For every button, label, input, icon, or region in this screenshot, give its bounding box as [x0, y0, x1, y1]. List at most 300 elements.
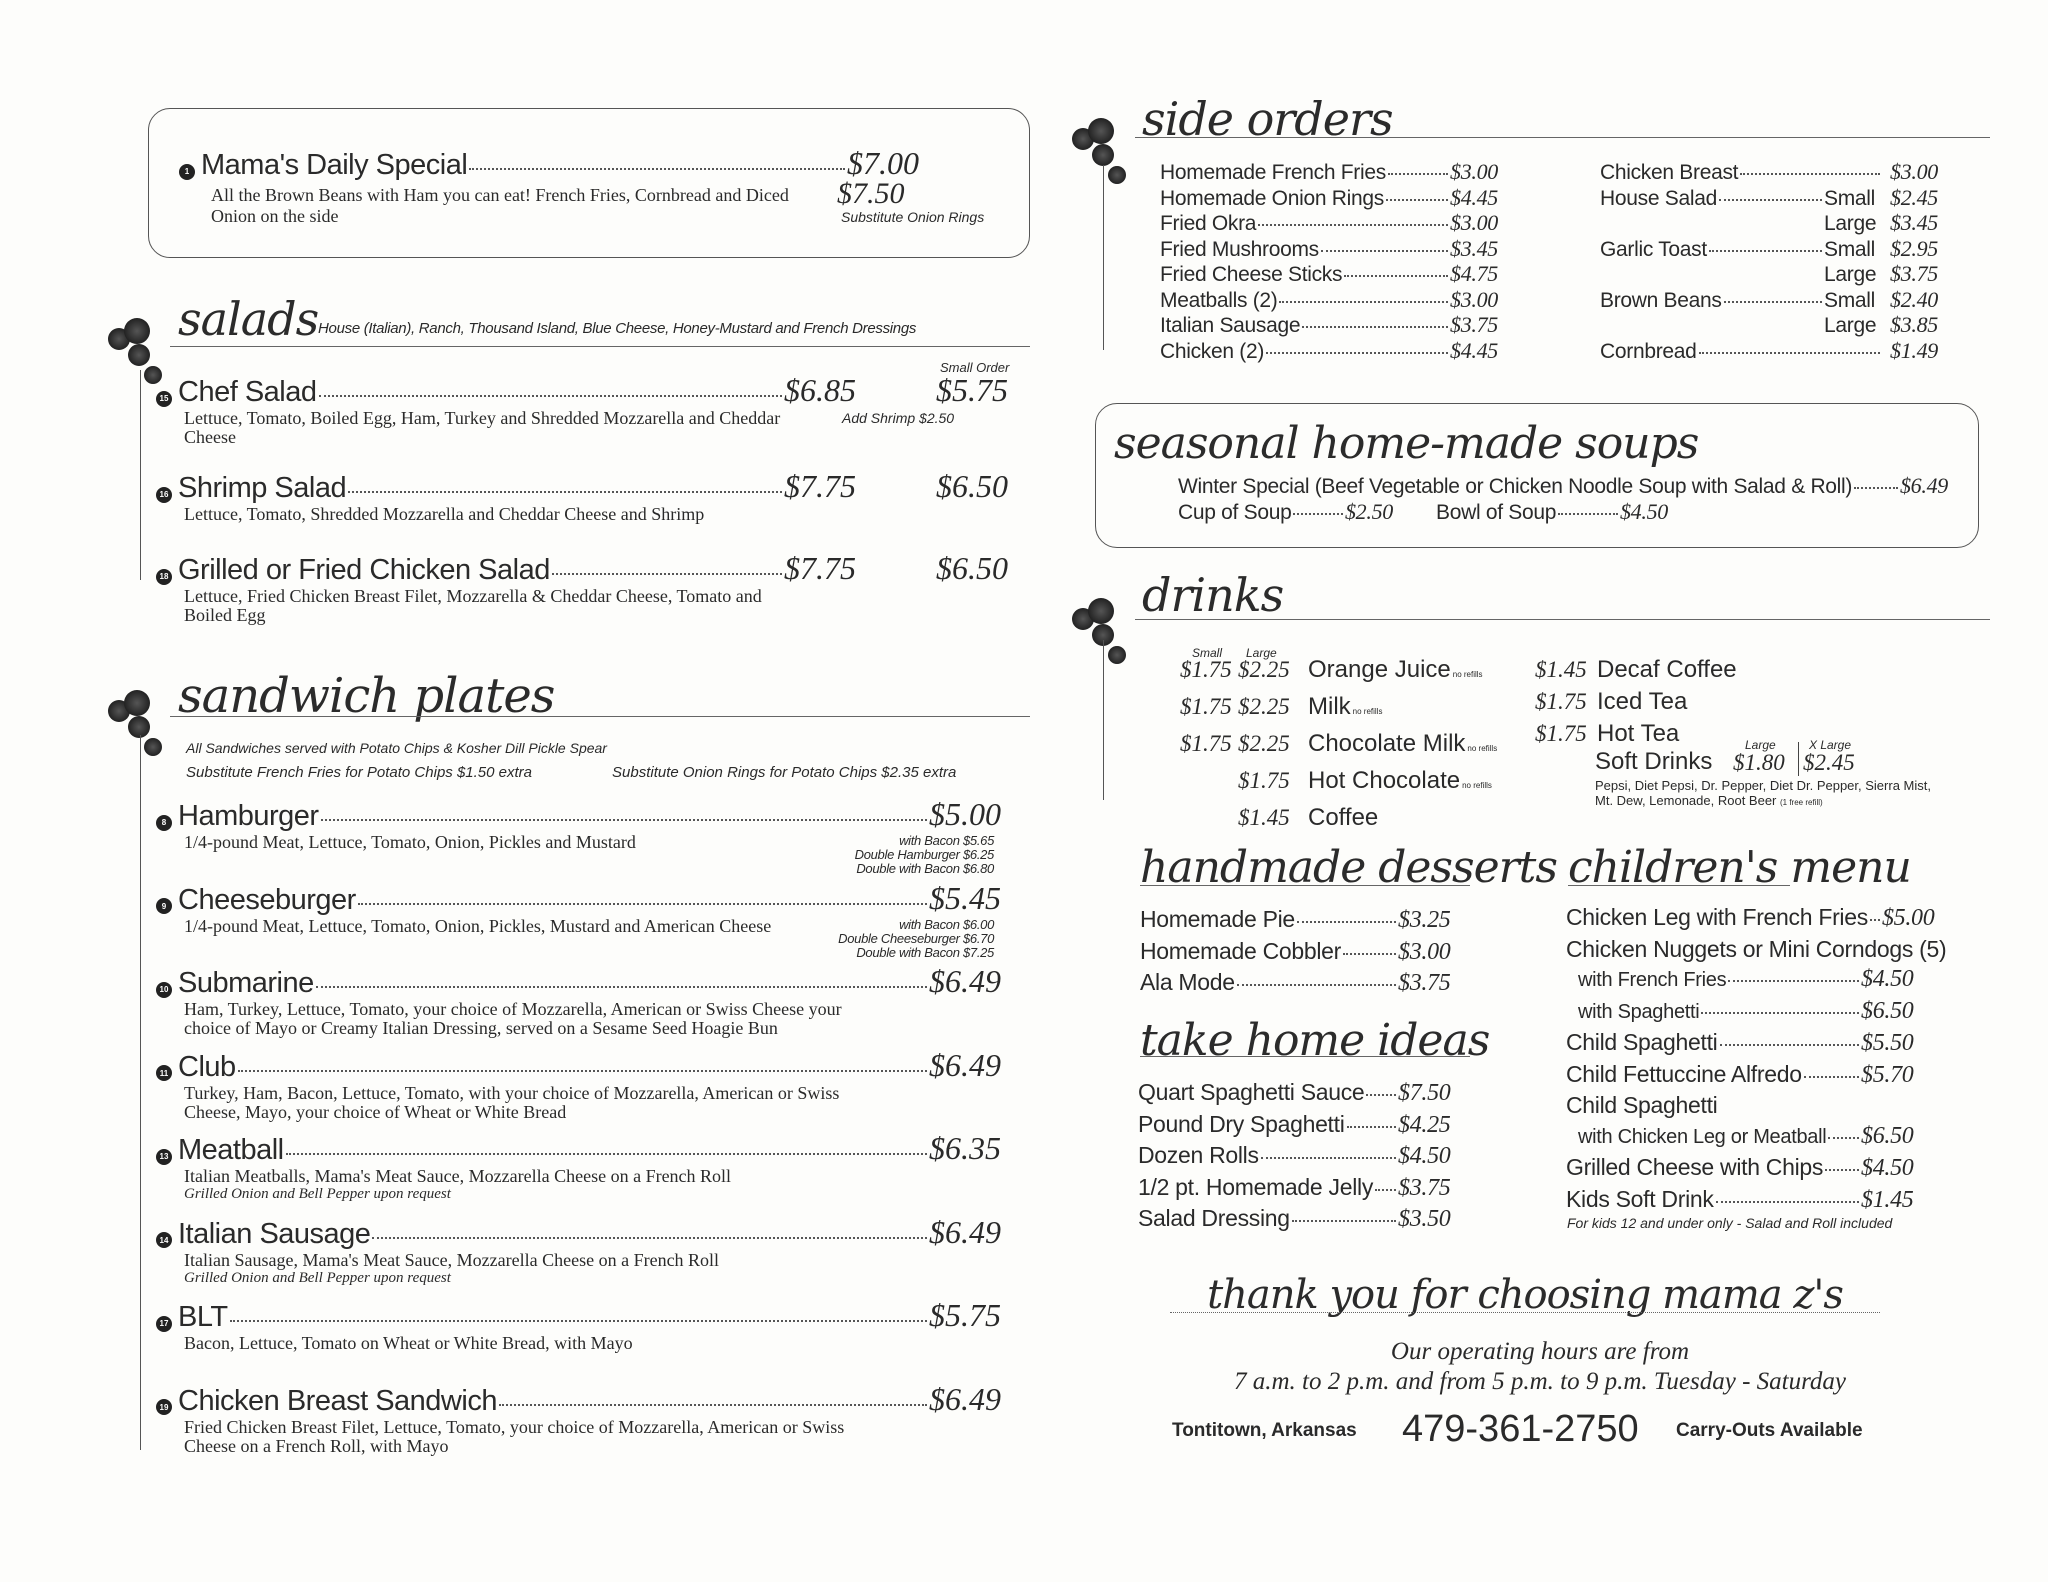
item-row: [156, 1297, 1001, 1334]
item-description: Lettuce, Tomato, Shredded Mozzarella and Cheddar Cheese and Shrimp: [184, 504, 705, 524]
item-row: [156, 1047, 1001, 1084]
small-order-price: $6.50: [936, 550, 1008, 586]
take-home-item: [1138, 1203, 1470, 1235]
dot-leader: [1237, 984, 1396, 986]
dot-leader: [1719, 199, 1822, 201]
divider: [1568, 885, 1790, 886]
small-price: $1.75: [1180, 657, 1232, 682]
item-row: [156, 963, 1001, 1000]
item-row: [156, 880, 1001, 917]
dot-leader: [1804, 1076, 1859, 1078]
item-name: Meatballs (2): [1160, 288, 1278, 312]
sandwich-item: [156, 796, 1006, 876]
dot-leader: [1854, 487, 1898, 489]
item-name: Club: [178, 1050, 236, 1083]
dot-leader: [1347, 1126, 1396, 1128]
item-name: Fried Mushrooms: [1160, 237, 1319, 261]
dot-leader: [372, 1237, 927, 1239]
grape-leaf-icon: [1072, 118, 1132, 188]
dot-leader: [238, 1070, 927, 1072]
item-price: $4.50: [1861, 966, 1914, 992]
large-price: $2.25: [1238, 657, 1290, 682]
divider: [1103, 165, 1104, 350]
side-orders-heading: side orders: [1142, 92, 1393, 146]
item-name: 1/2 pt. Homemade Jelly: [1138, 1173, 1374, 1200]
side-item: [1160, 288, 1520, 314]
item-price: $5.45: [929, 879, 1001, 916]
side-item: [1600, 313, 1960, 339]
dot-leader: [1266, 352, 1448, 354]
item-price: $4.45: [1450, 337, 1499, 363]
sides-right-list: [1600, 160, 1960, 364]
item-price: $2.95: [1890, 235, 1939, 261]
item-price: $5.50: [1861, 1030, 1914, 1056]
onion-rings-note: Substitute Onion Rings: [841, 209, 985, 225]
childrens-menu-heading: children's menu: [1568, 842, 1911, 893]
item-name: Ala Mode: [1140, 969, 1235, 995]
dot-leader: [1297, 921, 1396, 923]
childrens-menu-item: [1566, 1059, 1941, 1091]
childrens-menu-item: [1566, 1152, 1941, 1184]
item-name: Cornbread: [1600, 339, 1697, 363]
item-price: $7.00: [847, 145, 919, 181]
item-number: 1: [179, 164, 195, 180]
soups-heading: seasonal home-made soups: [1114, 418, 1699, 469]
hours-line-1: Our operating hours are from: [1390, 1338, 1690, 1365]
large-price: $1.75: [1238, 768, 1290, 793]
price-option: with Bacon $5.65: [899, 833, 994, 848]
drink-name: Coffee: [1308, 804, 1379, 831]
item-price: $3.00: [1450, 159, 1499, 184]
item-name: Brown Beans: [1600, 288, 1722, 312]
side-item: [1600, 186, 1960, 212]
item-description: Ham, Turkey, Lettuce, Tomato, your choice of Mozzarella, American or Swiss Cheese your choice of Mayo or Creamy Italian Dressing, served on a Sesame Seed Hoagie Bun: [184, 999, 842, 1038]
item-name: BLT: [178, 1301, 228, 1333]
item-name: Grilled or Fried Chicken Salad: [178, 554, 550, 586]
drinks-heading: drinks: [1142, 568, 1284, 622]
dot-leader: [1558, 513, 1618, 515]
side-item: [1160, 211, 1520, 237]
large-price: $1.45: [1238, 805, 1290, 830]
item-name: Cheeseburger: [178, 883, 356, 916]
item-price: $3.00: [1890, 159, 1939, 184]
item-name: Homemade French Fries: [1160, 161, 1386, 184]
sandwich-item: [156, 1047, 1006, 1122]
desserts-list: [1140, 904, 1470, 999]
item-number: 10: [156, 982, 172, 998]
dot-leader: [1720, 1044, 1860, 1046]
drink-item: [1180, 802, 1540, 834]
item-price: $2.45: [1890, 184, 1939, 210]
drink-name: Hot Chocolate: [1308, 767, 1461, 794]
item-description: All the Brown Beans with Ham you can eat! French Fries, Cornbread and Diced Onion on the side: [211, 185, 789, 226]
bowl-of-soup-name: Bowl of Soup: [1436, 501, 1557, 524]
item-note: Grilled Onion and Bell Pepper upon request: [184, 1186, 451, 1202]
desserts-heading: handmade desserts: [1140, 842, 1557, 893]
dessert-item: [1140, 904, 1470, 936]
item-name: Submarine: [178, 967, 314, 999]
item-note: Add Shrimp $2.50: [842, 410, 955, 426]
soft-xlarge-label: X Large: [1809, 738, 1852, 752]
winter-special-name: Winter Special (Beef Vegetable or Chicken Noodle Soup with Salad & Roll): [1178, 475, 1853, 498]
item-name: Child Spaghetti: [1566, 1092, 1718, 1118]
take-home-heading: take home ideas: [1140, 1015, 1490, 1066]
sandwich-plates-heading: sandwich plates: [178, 668, 555, 724]
item-name: Dozen Rolls: [1138, 1142, 1259, 1168]
drinks-left-list: [1180, 654, 1540, 834]
drink-item: [1180, 691, 1540, 728]
daily-special-box: [148, 108, 1030, 258]
item-price: $3.50: [1398, 1206, 1451, 1232]
item-number: 15: [156, 391, 172, 407]
small-order-label: Small Order: [940, 360, 1010, 375]
drink-name: Orange Juice: [1308, 656, 1451, 683]
dot-leader: [1740, 173, 1880, 175]
item-price: $3.85: [1890, 312, 1939, 337]
price-options: [838, 918, 994, 960]
take-home-item: [1138, 1077, 1470, 1109]
dot-leader: [1388, 173, 1448, 175]
sandwich-item: [156, 1381, 1006, 1456]
item-size: Small: [1824, 186, 1876, 210]
side-item: [1160, 160, 1520, 186]
item-price: $5.00: [929, 796, 1001, 832]
refill-note: no refills: [1467, 744, 1498, 753]
item-size: Small: [1824, 237, 1876, 261]
salad-item: [156, 468, 1036, 524]
divider: [140, 735, 141, 1450]
item-price: $5.00: [1881, 905, 1935, 931]
childrens-menu-item: [1566, 1090, 1941, 1121]
item-price: $6.49: [929, 1046, 1001, 1083]
dot-leader: [1258, 224, 1448, 226]
item-number: 14: [156, 1232, 172, 1248]
dot-leader: [1724, 301, 1822, 303]
grape-leaf-icon: [1072, 598, 1132, 668]
dot-leader: [1699, 352, 1880, 354]
item-price: $3.75: [1398, 1174, 1451, 1201]
side-item: [1600, 160, 1960, 186]
cup-of-soup-price: $2.50: [1344, 499, 1393, 524]
item-name: Hamburger: [178, 800, 319, 832]
divider: [1140, 1056, 1470, 1057]
item-name: Chicken Leg with French Fries: [1566, 904, 1868, 930]
dressings-note: House (Italian), Ranch, Thousand Island, Blue Cheese, Honey-Mustard and French Dressings: [318, 320, 917, 337]
divider: [1135, 619, 1990, 620]
salad-item: [156, 372, 1036, 447]
phone-number[interactable]: 479-361-2750: [1402, 1408, 1639, 1450]
large-label: Large: [1246, 646, 1277, 660]
dot-leader: [1701, 1012, 1859, 1014]
item-size: Small: [1824, 288, 1876, 312]
dot-leader: [1375, 1189, 1396, 1191]
item-number: 16: [156, 487, 172, 503]
item-name: Homemade Pie: [1140, 906, 1295, 932]
large-price: $2.25: [1238, 731, 1290, 756]
take-home-item: [1138, 1109, 1470, 1141]
side-item: [1600, 262, 1960, 288]
dot-leader: [316, 986, 927, 988]
sandwich-item: [156, 963, 1006, 1038]
item-row: [156, 468, 856, 505]
item-price: $6.50: [1861, 1122, 1914, 1149]
onion-rings-substitute-note: Substitute Onion Rings for Potato Chips $2.35 extra: [612, 764, 957, 781]
sandwich-note: All Sandwiches served with Potato Chips & Kosher Dill Pickle Spear: [186, 740, 607, 756]
item-note: Grilled Onion and Bell Pepper upon request: [184, 1269, 451, 1286]
divider: [1135, 137, 1990, 138]
item-price: $1.45: [1861, 1186, 1914, 1213]
item-price: $3.45: [1450, 235, 1499, 261]
soups-box: [1095, 403, 1979, 548]
drink-item: [1180, 654, 1540, 691]
item-description: Lettuce, Fried Chicken Breast Filet, Mozzarella & Cheddar Cheese, Tomato and Boiled Egg: [184, 586, 762, 625]
item-name: Shrimp Salad: [178, 472, 347, 504]
dot-leader: [1709, 250, 1822, 252]
item-price: $6.85: [784, 372, 856, 408]
childrens-menu-item: [1566, 1027, 1941, 1059]
item-size: Large: [1824, 314, 1877, 337]
refill-note: (1 free refill): [1780, 798, 1823, 807]
french-fries-substitute-note: Substitute French Fries for Potato Chips $1.50 extra: [186, 764, 533, 781]
dot-leader: [1293, 513, 1343, 515]
item-size: Large: [1824, 263, 1877, 286]
dot-leader: [469, 168, 845, 170]
item-number: 13: [156, 1149, 172, 1165]
dot-leader: [319, 395, 783, 397]
dot-leader: [1292, 1220, 1396, 1222]
divider: [1170, 1312, 1880, 1313]
dot-leader: [348, 491, 782, 493]
item-name: Chicken Breast: [1600, 161, 1739, 184]
small-label: Small: [1192, 646, 1223, 660]
item-row: [156, 796, 1001, 833]
item-price: $6.50: [1861, 997, 1914, 1024]
dot-leader: [499, 1404, 927, 1406]
item-description: Fried Chicken Breast Filet, Lettuce, Tomato, your choice of Mozzarella, American or Swiss Cheese on a French Roll, with Mayo: [184, 1416, 845, 1456]
small-order-price: $5.75: [936, 372, 1008, 408]
drink-item: [1180, 728, 1540, 765]
side-item: [1600, 288, 1960, 314]
item-row: [156, 550, 856, 587]
dot-leader: [1321, 250, 1448, 252]
dot-leader: [1716, 1201, 1859, 1203]
soft-drink-brands: Mt. Dew, Lemonade, Root Beer: [1595, 793, 1777, 808]
item-number: 8: [156, 815, 172, 831]
drink-item: [1535, 686, 1835, 718]
location: Tontitown, Arkansas: [1172, 1420, 1357, 1441]
dot-leader: [1828, 1137, 1859, 1139]
dot-leader: [230, 1320, 927, 1322]
side-item: [1160, 237, 1520, 263]
item-price: $3.00: [1450, 210, 1499, 235]
drink-name: Hot Tea: [1597, 720, 1680, 747]
side-item: [1160, 313, 1520, 339]
bowl-of-soup-price: $4.50: [1619, 499, 1668, 524]
refill-note: no refills: [1352, 707, 1383, 716]
dot-leader: [1728, 980, 1859, 982]
item-name: Meatball: [178, 1134, 284, 1166]
sandwich-item: [156, 879, 1006, 960]
childrens-menu-item: [1566, 902, 1941, 934]
item-name: with French Fries: [1578, 969, 1727, 991]
price-option: Double Cheeseburger $6.70: [838, 930, 994, 946]
item-name: Fried Okra: [1160, 212, 1257, 235]
grape-leaf-icon: [108, 690, 168, 760]
onion-rings-price: $7.50: [837, 177, 905, 210]
dot-leader: [1343, 953, 1396, 955]
item-name: Mama's Daily Special: [201, 149, 468, 181]
cup-of-soup-name: Cup of Soup: [1178, 501, 1292, 524]
item-price: $2.40: [1890, 286, 1939, 312]
item-name: Italian Sausage: [178, 1217, 371, 1250]
item-name: Chicken Breast Sandwich: [178, 1384, 497, 1417]
soft-large-price: $1.80: [1733, 750, 1785, 775]
soft-large-label: Large: [1745, 738, 1776, 752]
item-name: Grilled Cheese with Chips: [1566, 1154, 1824, 1180]
item-price: $5.70: [1861, 1061, 1914, 1088]
item-row: [156, 1214, 1001, 1251]
item-price: $7.50: [1398, 1080, 1451, 1106]
item-price: $3.25: [1398, 907, 1451, 933]
soft-xlarge-price: $2.45: [1803, 750, 1855, 775]
childrens-menu-list: [1566, 902, 1947, 1215]
drink-price: $1.45: [1535, 657, 1587, 682]
sandwich-item: [156, 1297, 1006, 1353]
price-option: with Bacon $6.00: [899, 916, 994, 932]
item-name: Pound Dry Spaghetti: [1138, 1110, 1345, 1137]
item-name: with Chicken Leg or Meatball: [1578, 1125, 1827, 1148]
drink-name: Chocolate Milk: [1308, 730, 1466, 757]
large-price: $2.25: [1238, 694, 1290, 719]
dot-leader: [321, 819, 927, 821]
take-home-item: [1138, 1172, 1470, 1204]
dot-leader: [1261, 1157, 1396, 1159]
dot-leader: [1279, 301, 1448, 303]
winter-special-price: $6.49: [1899, 473, 1948, 498]
price-option: Double with Bacon $7.25: [856, 944, 994, 960]
divider: [1798, 742, 1799, 776]
drinks-right-list: [1535, 654, 1835, 750]
item-name: Chicken (2): [1160, 339, 1265, 363]
drink-price: $1.75: [1535, 689, 1587, 714]
drink-name: Decaf Coffee: [1597, 656, 1737, 683]
item-price: $3.45: [1890, 210, 1939, 235]
childrens-menu-item: [1566, 1184, 1941, 1216]
item-price: $7.75: [784, 468, 856, 504]
carry-out-note: Carry-Outs Available: [1676, 1420, 1863, 1441]
divider: [170, 346, 1030, 347]
dessert-item: [1140, 936, 1470, 968]
divider: [170, 716, 1030, 717]
item-price: $4.50: [1398, 1143, 1451, 1169]
sandwich-item: [156, 1214, 1006, 1287]
drink-item: [1180, 765, 1540, 802]
side-item: [1600, 237, 1960, 263]
item-price: $1.49: [1890, 337, 1939, 363]
item-name: Chef Salad: [178, 376, 317, 408]
soft-drinks-name: Soft Drinks: [1595, 748, 1713, 775]
item-size: Large: [1824, 212, 1877, 235]
item-description: Bacon, Lettuce, Tomato on Wheat or White Bread, with Mayo: [184, 1333, 633, 1353]
salad-item: [156, 550, 1036, 625]
small-order-price: $6.50: [936, 468, 1008, 504]
childrens-menu-item: [1566, 964, 1941, 996]
childrens-note: For kids 12 and under only - Salad and Roll included: [1567, 1215, 1893, 1231]
childrens-menu-item: [1566, 1121, 1941, 1153]
dot-leader: [358, 903, 927, 905]
soft-drink-brands: Pepsi, Diet Pepsi, Dr. Pepper, Diet Dr. Pepper, Sierra Mist,: [1595, 778, 1931, 793]
item-description: Lettuce, Tomato, Boiled Egg, Ham, Turkey and Shredded Mozzarella and Cheddar Cheese: [184, 408, 781, 447]
item-price: $4.75: [1450, 261, 1499, 286]
item-price: $4.50: [1861, 1155, 1914, 1181]
take-home-list: [1138, 1077, 1470, 1235]
side-item: [1600, 211, 1960, 237]
item-price: $4.45: [1450, 184, 1499, 210]
salads-heading: salads: [178, 292, 319, 346]
item-price: $6.49: [929, 1380, 1001, 1417]
drink-price: $1.75: [1535, 721, 1587, 746]
divider: [1140, 885, 1470, 886]
item-price: $3.75: [1398, 970, 1451, 996]
item-price: $3.75: [1890, 261, 1939, 286]
dot-leader: [1302, 326, 1448, 328]
item-number: 11: [156, 1065, 172, 1081]
side-item: [1600, 339, 1960, 365]
item-name: Garlic Toast: [1600, 237, 1707, 261]
item-number: 19: [156, 1399, 172, 1415]
item-row: [156, 1381, 1001, 1418]
price-option: Double with Bacon $6.80: [856, 861, 994, 876]
item-name: Italian Sausage: [1160, 314, 1301, 337]
thank-you-message: thank you for choosing mama z's: [1207, 1272, 1843, 1318]
item-description: Italian Meatballs, Mama's Meat Sauce, Mozzarella Cheese on a French Roll: [184, 1166, 732, 1186]
item-price: $7.75: [784, 550, 856, 586]
item-name: Salad Dressing: [1138, 1205, 1290, 1231]
hours-line-2: 7 a.m. to 2 p.m. and from 5 p.m. to 9 p.m. Tuesday - Saturday: [1233, 1368, 1847, 1395]
side-item: [1160, 186, 1520, 212]
side-item: [1160, 339, 1520, 365]
dot-leader: [1386, 199, 1448, 201]
dot-leader: [552, 573, 782, 575]
divider: [1103, 640, 1104, 800]
refill-note: no refills: [1462, 781, 1492, 790]
small-price: $1.75: [1180, 694, 1232, 719]
sandwich-item: [156, 1130, 1006, 1203]
item-name: Quart Spaghetti Sauce: [1138, 1079, 1365, 1105]
item-name: Homemade Onion Rings: [1160, 186, 1384, 210]
sides-left-list: [1160, 160, 1520, 364]
drink-item: [1535, 654, 1835, 686]
item-number: 18: [156, 569, 172, 585]
item-row: [156, 372, 856, 409]
dessert-item: [1140, 967, 1470, 999]
item-description: 1/4-pound Meat, Lettuce, Tomato, Onion, Pickles and Mustard: [184, 832, 636, 852]
item-name: Fried Cheese Sticks: [1160, 263, 1343, 286]
item-price: $3.00: [1450, 286, 1499, 312]
divider: [140, 370, 141, 580]
price-option: Double Hamburger $6.25: [854, 847, 994, 862]
item-number: 17: [156, 1316, 172, 1332]
dot-leader: [1344, 275, 1448, 277]
item-name: Chicken Nuggets or Mini Corndogs (5): [1566, 935, 1947, 962]
item-description: Turkey, Ham, Bacon, Lettuce, Tomato, with your choice of Mozzarella, American or Swiss Cheese, Mayo, your choice of Wheat or White Bread: [184, 1082, 840, 1122]
item-price: $5.75: [929, 1297, 1001, 1333]
item-name: Child Fettuccine Alfredo: [1566, 1060, 1802, 1087]
item-price: $6.49: [929, 1213, 1001, 1250]
item-price: $6.49: [929, 963, 1001, 999]
drink-name: Milk: [1308, 693, 1351, 720]
childrens-menu-item: [1566, 996, 1941, 1028]
